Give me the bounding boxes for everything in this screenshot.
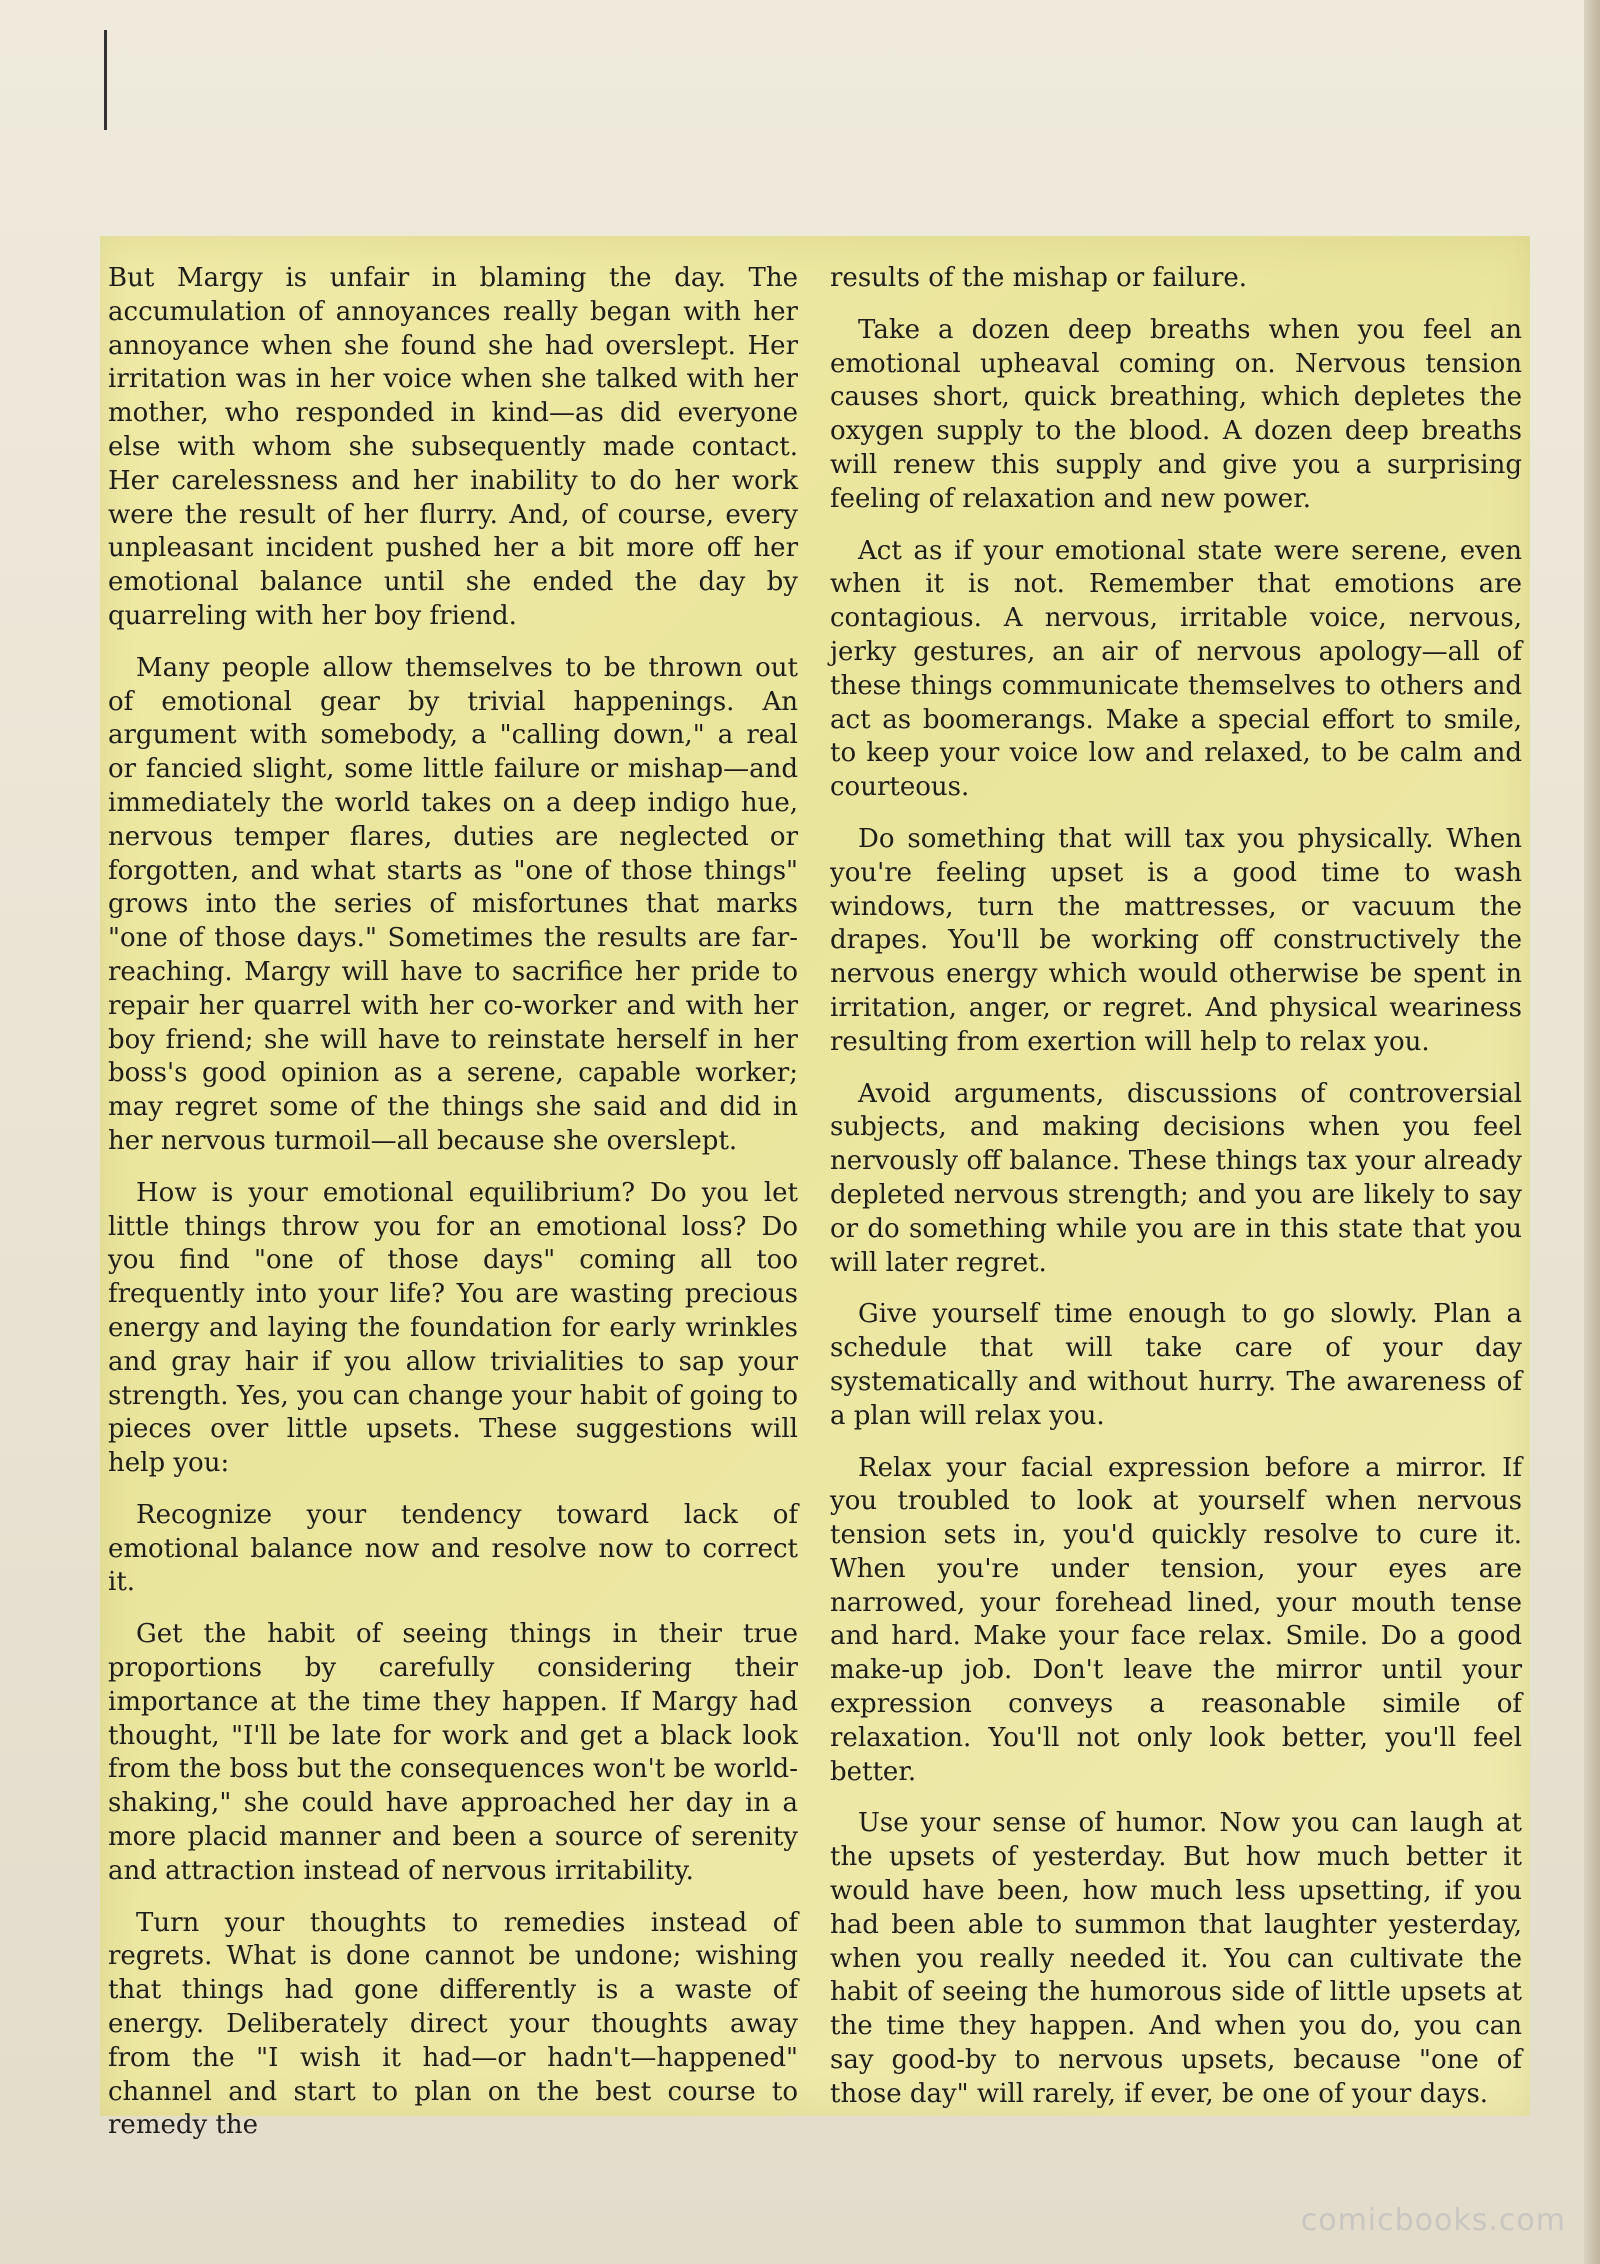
page-edge xyxy=(1584,0,1600,2264)
paragraph: Relax your facial expression before a mirror. If you troubled to look at yourself when nervous tension sets in, you'd quickly resolve to cure it. When you're under tension, your eyes are narrowed, your forehead lined, your mouth tense and hard. Make your face relax. Smile. Do a good make-up job. Don't leave the mirror until your expression conveys a reasonable simile of relaxation. You'll not only look better, you'll feel better. xyxy=(830,1452,1522,1787)
paragraph: Do something that will tax you physically. When you're feeling upset is a good time to wash windows, turn the mattresses, or vacuum the drapes. You'll be working off constructively the nervous energy which would otherwise be spent in irritation, anger, or regret. And physical weariness resulting from exertion will help to relax you. xyxy=(830,823,1522,1057)
paragraph: Many people allow themselves to be thrown out of emotional gear by trivial happenings. An argument with somebody, a "calling down," a real or fancied slight, some little failure or mishap—and immediately the world takes on a deep indigo hue, nervous temper flares, duties are neglected or forgotten, and what starts as "one of those things" grows into the series of misfortunes that marks "one of those days." Sometimes the results are far-reaching. Margy will have to sacrifice her pride to repair her quarrel with her co-worker and with her boy friend; she will have to reinstate herself in her boss's good opinion as a serene, capable worker; may regret some of the things she said and did in her nervous turmoil—all because she overslept. xyxy=(108,652,798,1156)
paragraph: Get the habit of seeing things in their true proportions by carefully considering their importance at the time they happen. If Margy had thought, "I'll be late for work and get a black look from the boss but the consequences won't be world-shaking," she could have approached her day in a more placid manner and been a source of serenity and attraction instead of nervous irritability. xyxy=(108,1619,798,1886)
paragraph: Avoid arguments, discussions of controversial subjects, and making decisions when you feel nervously off balance. These things tax your already depleted nervous strength; and you are likely to say or do something while you are in this state that you will later regret. xyxy=(830,1078,1522,1278)
paragraph: But Margy is unfair in blaming the day. The accumulation of annoyances really began with her annoyance when she found she had overslept. Her irritation was in her voice when she talked with her mother, who responded in kind—as did everyone else with whom she subsequently made contact. Her carelessness and her inability to do her work were the result of her flurry. And, of course, every unpleasant incident pushed her a bit more off her emotional balance until she ended the day by quarreling with her boy friend. xyxy=(108,263,798,631)
paragraph: Give yourself time enough to go slowly. Plan a schedule that will take care of your day systematically and without hurry. The awareness of a plan will relax you. xyxy=(830,1299,1522,1431)
watermark: comicbooks.com xyxy=(1300,2203,1566,2238)
paragraph: results of the mishap or failure. xyxy=(830,263,1248,293)
left-column xyxy=(108,262,798,2161)
margin-rule xyxy=(104,30,107,130)
paragraph: Use your sense of humor. Now you can laugh at the upsets of yesterday. But how much better it would have been, how much less upsetting, if you had been able to summon that laughter yesterday, when you really needed it. You can cultivate the habit of seeing the humorous side of little upsets at the time they happen. And when you do, you can say good-by to nervous upsets, because "one of those day" will rarely, if ever, be one of your days. xyxy=(830,1808,1522,2109)
paragraph: Act as if your emotional state were serene, even when it is not. Remember that emotions are contagious. A nervous, irritable voice, nervous, jerky gestures, an air of nervous apology—all of these things communicate themselves to others and act as boomerangs. Make a special effort to smile, to keep your voice low and relaxed, to be calm and courteous. xyxy=(830,535,1522,803)
paragraph: How is your emotional equilibrium? Do you let little things throw you for an emotional loss? Do you find "one of those days" coming all too frequently into your life? You are wasting precious energy and laying the foundation for early wrinkles and gray hair if you allow trivialities to sap your strength. Yes, you can change your habit of going to pieces over little upsets. These suggestions will help you: xyxy=(108,1177,798,1479)
right-column xyxy=(830,262,1522,2130)
paragraph: Take a dozen deep breaths when you feel an emotional upheaval coming on. Nervous tension causes short, quick breathing, which depletes the oxygen supply to the blood. A dozen deep breaths will renew this supply and give you a surprising feeling of relaxation and new power. xyxy=(830,314,1522,514)
paragraph: Recognize your tendency toward lack of emotional balance now and resolve now to correct it. xyxy=(108,1499,798,1598)
paragraph: Turn your thoughts to remedies instead of regrets. What is done cannot be undone; wishing that things had gone differently is a waste of energy. Deliberately direct your thoughts away from the "I wish it had—or hadn't—happened" channel and start to plan on the best course to remedy the xyxy=(108,1907,798,2141)
